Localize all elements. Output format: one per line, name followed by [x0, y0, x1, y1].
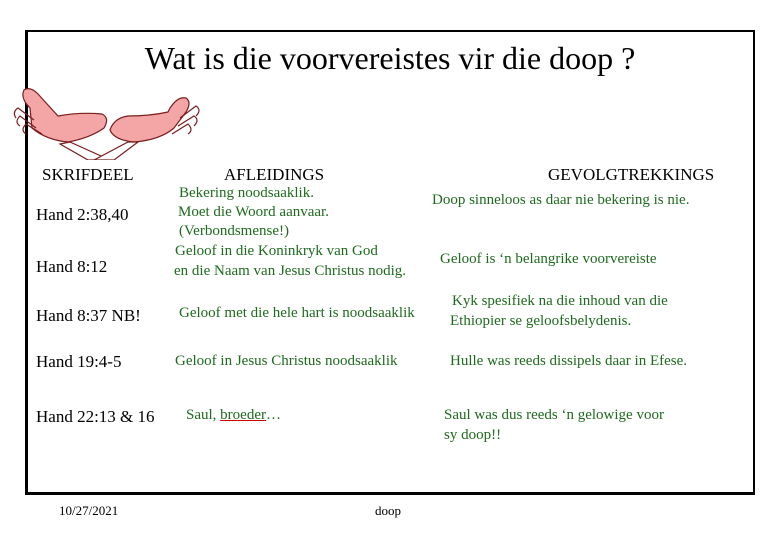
conclusion-row-3-line-1: Kyk spesifiek na die inhoud van die [452, 293, 668, 309]
header-derivations: AFLEIDINGS [224, 165, 325, 184]
slide-title: Wat is die voorvereistes vir die doop ? [144, 40, 636, 76]
header-conclusions: GEVOLGTREKKINGS [548, 165, 715, 184]
header-scripture: SKRIFDEEL [42, 165, 134, 184]
reference-row-1: Hand 2:38,40 [36, 205, 129, 224]
derivation-row-2-line-2: en die Naam van Jesus Christus nodig. [174, 263, 407, 279]
footer-label: doop [375, 503, 401, 518]
reference-row-3: Hand 8:37 NB! [36, 306, 141, 325]
derivation-row-4: Geloof in Jesus Christus noodsaaklik [175, 353, 398, 369]
derivation-row-5-ellipsis: … [265, 407, 281, 423]
conclusion-row-1: Doop sinneloos as daar nie bekering is nie. [432, 192, 690, 208]
conclusion-row-4: Hulle was reeds dissipels daar in Efese. [450, 353, 688, 369]
derivation-row-1-line-3: (Verbondsmense!) [179, 223, 289, 239]
open-hands-icon [10, 68, 210, 160]
derivation-row-5-brother: broeder [220, 407, 266, 423]
conclusion-row-5-line-1: Saul was dus reeds ‘n gelowige voor [444, 407, 664, 423]
footer-date: 10/27/2021 [59, 503, 119, 518]
reference-row-4: Hand 19:4-5 [36, 352, 122, 371]
derivation-row-5-name: Saul, [186, 407, 221, 423]
conclusion-row-2: Geloof is ‘n belangrike voorvereiste [440, 251, 657, 267]
derivation-row-1-line-2: Moet die Woord aanvaar. [178, 204, 329, 220]
derivation-row-5 [186, 407, 281, 424]
reference-row-2: Hand 8:12 [36, 257, 108, 276]
conclusion-row-3-line-2: Ethiopier se geloofsbelydenis. [450, 313, 632, 329]
derivation-row-3: Geloof met die hele hart is noodsaaklik [179, 305, 415, 321]
derivation-row-1-line-1: Bekering noodsaaklik. [179, 185, 314, 201]
reference-row-5: Hand 22:13 & 16 [36, 407, 155, 426]
derivation-row-2-line-1: Geloof in die Koninkryk van God [175, 243, 378, 259]
conclusion-row-5-line-2: sy doop!! [444, 427, 502, 443]
